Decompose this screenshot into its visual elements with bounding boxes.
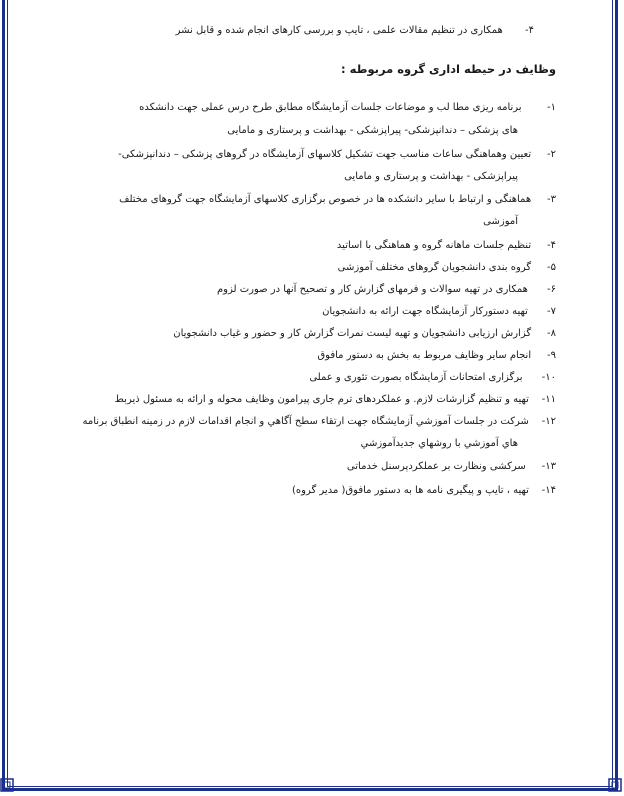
item-text: همکاری در تهیه سوالات و فرمهای گزارش کار و تصحیح آنها در صورت لزوم xyxy=(216,284,528,295)
item-number: ۲- xyxy=(547,149,556,160)
section-title: وظایف در حیطه اداری گروه مربوطه : xyxy=(341,62,556,76)
item-number: ۱۴- xyxy=(541,485,556,496)
item-text: برگزاری امتحانات آزمایشگاه بصورت تئوری و عملی xyxy=(309,372,523,383)
list-item xyxy=(118,149,556,160)
item-text: گزارش ارزیابی دانشجویان و تهیه لیست نمرات گزارش کار و حضور و غیاب دانشجویان xyxy=(173,328,532,339)
item-text-line-1: هماهنگی و ارتباط با سایر دانشکده ها در خصوص برگزاری کلاسهای آزمایشگاه جهت گروهای مختلف xyxy=(119,194,532,205)
item-text-line-1: شرکت در جلسات آموزشي آزمايشگاه جهت ارتقاء سطح آگاهي و انجام اقدامات لازم در زمينه انطباق برنامه xyxy=(82,416,529,427)
item-number: ۱۰- xyxy=(541,372,556,383)
list-item xyxy=(309,372,556,383)
item-text-line-1: تعیین وهماهنگی ساعات مناسب جهت تشکیل کلاسهای آزمایشگاه در گروهای پزشکی – دندانپزشکی- xyxy=(118,149,532,160)
item-number: ۹- xyxy=(547,350,556,361)
list-item xyxy=(139,102,556,113)
item-text: همکاری در تنظیم مقالات علمی ، تایپ و بررسی کارهای انجام شده و قابل نشر xyxy=(175,25,503,36)
top-item xyxy=(176,25,534,36)
list-item xyxy=(119,194,556,205)
item-number: ۵- xyxy=(547,262,556,273)
item-text-line-2: پیراپزشکی - بهداشت و پرستاری و مامایی xyxy=(344,171,518,182)
item-text: تهیه دستورکار آزمایشگاه جهت ارائه به دانشجویان xyxy=(322,306,528,317)
item-text: سرکشی ونظارت بر عملکردپرسنل خدماتی xyxy=(346,461,526,472)
item-number: ۱۳- xyxy=(541,461,556,472)
list-item xyxy=(173,328,556,339)
item-number: ۸- xyxy=(547,328,556,339)
corner-ornament-right xyxy=(608,778,622,792)
list-item xyxy=(338,262,556,273)
list-item xyxy=(337,240,556,251)
item-number: ۴- xyxy=(547,240,556,251)
item-text-line-1: برنامه ریزی مطا لب و موضاعات جلسات آزمایشگاه مطابق طرح درس عملی جهت دانشکده xyxy=(139,102,522,113)
item-number: ۱- xyxy=(547,102,556,113)
list-item xyxy=(322,306,556,317)
item-text: گروه بندی دانشجویان گروهای مختلف آموزشی xyxy=(337,262,532,273)
item-number: ۶- xyxy=(547,284,556,295)
corner-ornament-left xyxy=(0,778,14,792)
item-text-line-2: آموزشی xyxy=(483,216,518,227)
list-item xyxy=(83,416,557,427)
list-item xyxy=(317,350,556,361)
item-number: ۴- xyxy=(525,25,534,36)
item-number: ۷- xyxy=(547,306,556,317)
list-item xyxy=(217,284,556,295)
list-item xyxy=(347,461,556,472)
item-text-line-2: هاي آموزشي با روشهاي جديدآموزشي xyxy=(360,438,518,449)
item-text: تنظیم جلسات ماهانه گروه و هماهنگی با اساتید xyxy=(336,240,532,251)
item-number: ۱۲- xyxy=(541,416,556,427)
list-item xyxy=(292,485,556,496)
item-number: ۱۱- xyxy=(541,394,556,405)
item-text-line-2: های پزشکی – دندانپزشکی- پیراپزشکی - بهداشت و پرستاری و مامایی xyxy=(227,125,518,136)
list-item xyxy=(115,394,556,405)
item-text: تهیه ، تایپ و پیگیری نامه ها به دستور مافوق( مدیر گروه) xyxy=(291,485,529,496)
document-body xyxy=(36,0,556,780)
item-text: تهیه و تنظیم گزارشات لازم. و عملکردهای ترم جاری پیرامون وظایف محوله و ارائه به مسئول ذیربط xyxy=(114,394,529,405)
item-number: ۳- xyxy=(547,194,556,205)
item-text: انجام سایر وظایف مربوط به بخش به دستور مافوق xyxy=(317,350,532,361)
